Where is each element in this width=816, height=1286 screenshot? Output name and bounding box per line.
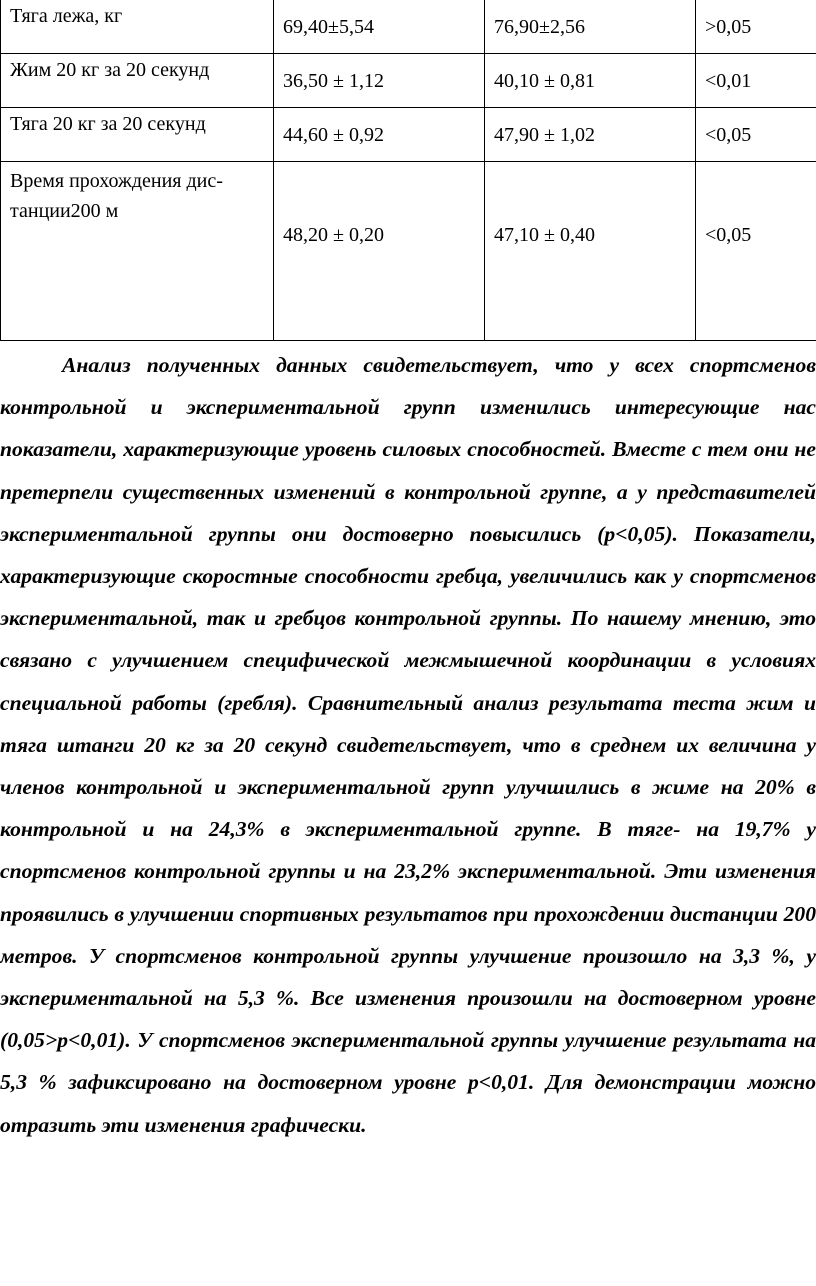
experimental-value-cell: 47,10 ± 0,40 [485, 162, 696, 341]
experimental-value-cell: 47,90 ± 1,02 [485, 108, 696, 162]
results-table [0, 0, 816, 341]
experimental-value-cell: 76,90±2,56 [485, 0, 696, 54]
experimental-value-cell: 40,10 ± 0,81 [485, 54, 696, 108]
control-value-cell: 48,20 ± 0,20 [274, 162, 485, 341]
control-value-cell: 36,50 ± 1,12 [274, 54, 485, 108]
indicator-cell: Время прохождения дис-танции200 м [1, 162, 274, 341]
indicator-cell: Тяга лежа, кг [1, 0, 274, 54]
control-value-cell: 44,60 ± 0,92 [274, 108, 485, 162]
indicator-cell: Тяга 20 кг за 20 секунд [1, 108, 274, 162]
table-row [1, 162, 816, 341]
p-value-cell: <0,05 [696, 108, 816, 162]
indicator-cell: Жим 20 кг за 20 секунд [1, 54, 274, 108]
table-row [1, 54, 816, 108]
table-row [1, 108, 816, 162]
analysis-paragraph: Анализ полученных данных свидетельствует, что у всех спортсменов контрольной и экспериментальной групп изменились интересующие нас показатели, характеризующие уровень силовых способностей. Вместе с тем они не претерпели существенных изменений в контрольной группе, а у представителей экспериментальной группы они достоверно повысились (p<0,05). Показатели, характеризующие скоростные способности гребца, увеличились как у спортсменов экспериментальной, так и гребцов контрольной группы. По нашему мнению, это связано с улучшением специфической межмышечной координации в условиях специальной работы (гребля). Сравнительный анализ результата теста жим и тяга штанги 20 кг за 20 секунд свидетельствует, что в среднем их величина у членов контрольной и экспериментальной групп улучшились в жиме на 20% в контрольной и на 24,3% в экспериментальной группе. В тяге- на 19,7% у спортсменов контрольной группы и на 23,2% экспериментальной. Эти изменения проявились в улучшении спортивных результатов при прохождении дистанции 200 метров. У спортсменов контрольной группы улучшение произошло на 3,3 %, у экспериментальной на 5,3 %. Все изменения произошли на достоверном уровне (0,05>p<0,01). У спортсменов экспериментальной группы улучшение результата на 5,3 % зафиксировано на достоверном уровне p<0,01. Для демонстрации можно отразить эти изменения графически. [0, 353, 816, 1137]
table-row [1, 0, 816, 54]
p-value-cell: <0,05 [696, 162, 816, 341]
p-value-cell: >0,05 [696, 0, 816, 54]
control-value-cell: 69,40±5,54 [274, 0, 485, 54]
p-value-cell: <0,01 [696, 54, 816, 108]
